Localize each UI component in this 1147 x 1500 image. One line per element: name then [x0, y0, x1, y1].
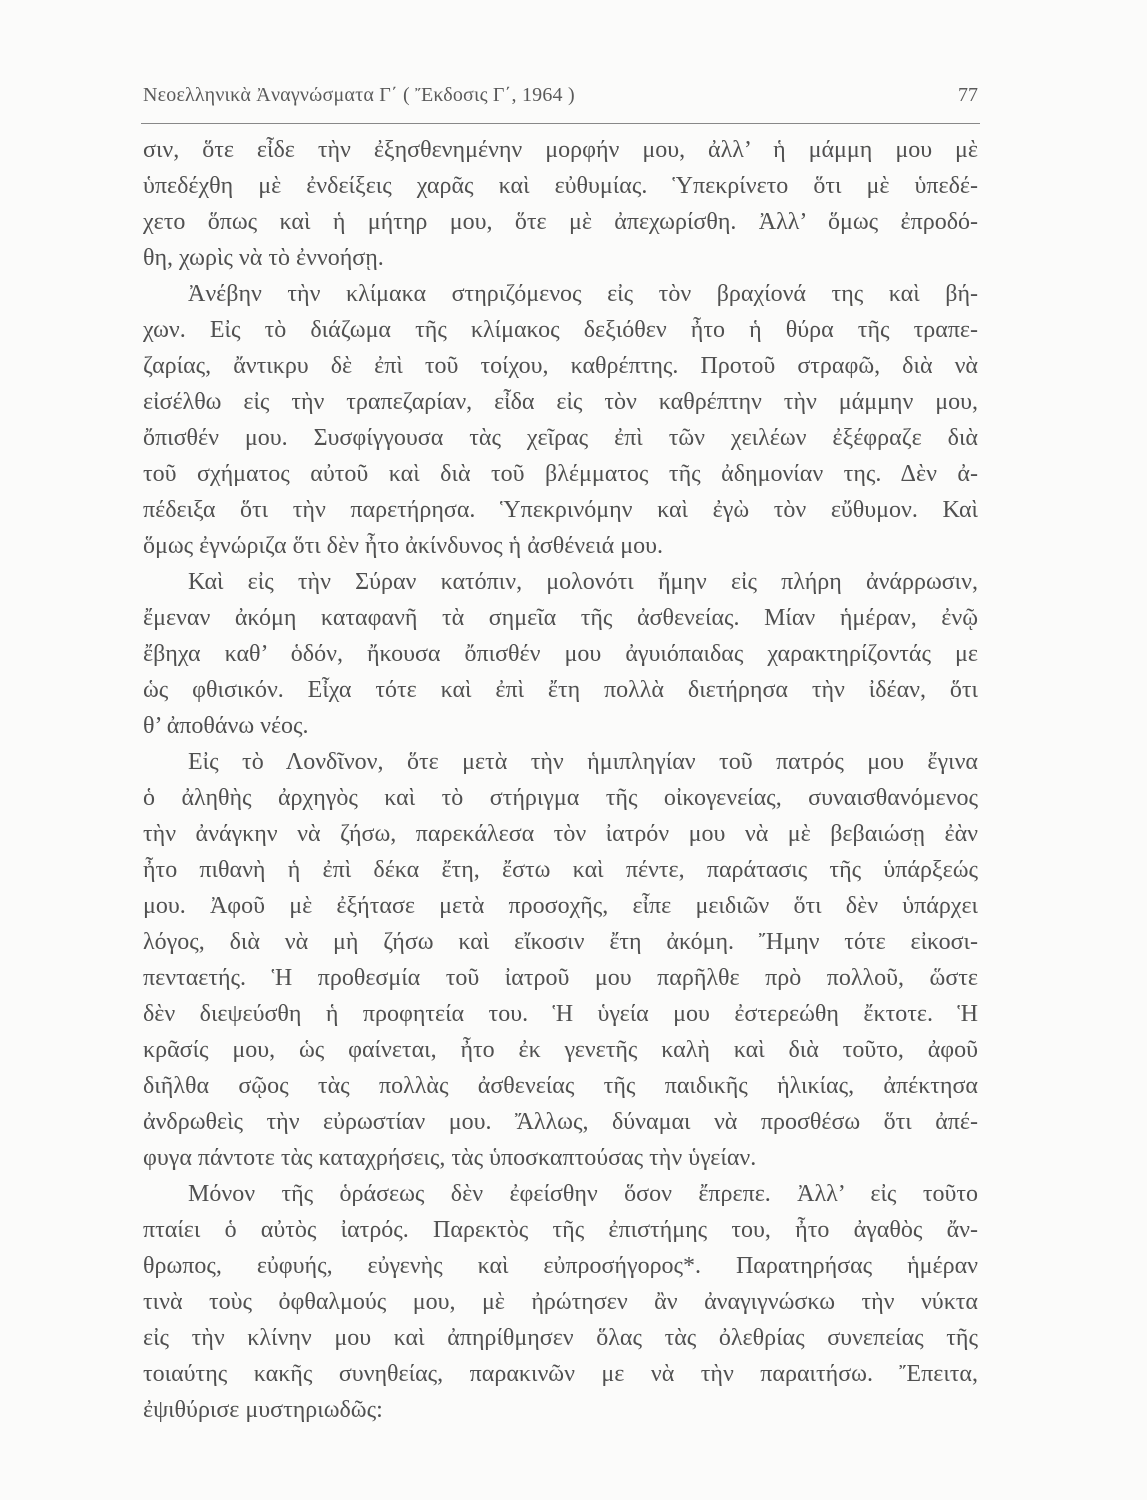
header-rule — [141, 123, 980, 124]
text-line: δὲν διεψεύσθη ἡ προφητεία του. Ἡ ὑγεία μου ἐστερεώθη ἔκτοτε. Ἡ — [143, 1001, 978, 1027]
text-line: θη, χωρὶς νὰ τὸ ἐννοήσῃ. — [143, 245, 384, 271]
text-line: χετο ὅπως καὶ ἡ μήτηρ μου, ὅτε μὲ ἀπεχωρίσθη. Ἀλλ’ ὅμως ἐπροδό- — [143, 209, 978, 235]
text-line: Καὶ εἰς τὴν Σύραν κατόπιν, μολονότι ἤμην εἰς πλήρη ἀνάρρωσιν, — [188, 569, 978, 595]
text-line: διῆλθα σῷος τὰς πολλὰς ἀσθενείας τῆς παιδικῆς ἡλικίας, ἀπέκτησα — [143, 1073, 978, 1099]
text-line: Μόνον τῆς ὁράσεως δὲν ἐφείσθην ὅσον ἔπρεπε. Ἀλλ’ εἰς τοῦτο — [188, 1181, 978, 1207]
text-line: ζαρίας, ἄντικρυ δὲ ἐπὶ τοῦ τοίχου, καθρέπτης. Προτοῦ στραφῶ, διὰ νὰ — [143, 353, 978, 379]
text-line: φυγα πάντοτε τὰς καταχρήσεις, τὰς ὑποσκαπτούσας τὴν ὑγείαν. — [143, 1145, 757, 1171]
text-line: ἔβηχα καθ’ ὁδόν, ἤκουσα ὄπισθέν μου ἀγυιόπαιδας χαρακτηρίζοντάς με — [143, 641, 978, 667]
text-line: τὴν ἀνάγκην νὰ ζήσω, παρεκάλεσα τὸν ἰατρόν μου νὰ μὲ βεβαιώσῃ ἐὰν — [143, 821, 978, 847]
text-line: ὁ ἀληθὴς ἀρχηγὸς καὶ τὸ στήριγμα τῆς οἰκογενείας, συναισθανόμενος — [143, 785, 978, 811]
text-line: θρωπος, εὐφυής, εὐγενὴς καὶ εὐπροσήγορος*. Παρατηρήσας ἡμέραν — [143, 1253, 978, 1279]
running-header-title: Νεοελληνικὰ Ἀναγνώσματα Γ΄ ( Ἔκδοσις Γ΄, 1964 ) — [143, 84, 575, 106]
paragraph — [143, 1176, 978, 1428]
text-line: Ἀνέβην τὴν κλίμακα στηριζόμενος εἰς τὸν βραχίονά της καὶ βή- — [188, 281, 978, 307]
text-line: ὄπισθέν μου. Συσφίγγουσα τὰς χεῖρας ἐπὶ τῶν χειλέων ἐξέφραζε διὰ — [143, 425, 978, 451]
page-number: 77 — [958, 84, 978, 106]
text-line: τοιαύτης κακῆς συνηθείας, παρακινῶν με νὰ τὴν παραιτήσω. Ἔπειτα, — [143, 1361, 978, 1387]
text-line: ὡς φθισικόν. Εἶχα τότε καὶ ἐπὶ ἔτη πολλὰ διετήρησα τὴν ἰδέαν, ὅτι — [143, 677, 978, 703]
text-line: σιν, ὅτε εἶδε τὴν ἐξησθενημένην μορφήν μου, ἀλλ’ ἡ μάμμη μου μὲ — [143, 137, 978, 163]
text-line: χων. Εἰς τὸ διάζωμα τῆς κλίμακος δεξιόθεν ἦτο ἡ θύρα τῆς τραπε- — [143, 317, 978, 343]
text-line: ἀνδρωθεὶς τὴν εὐρωστίαν μου. Ἄλλως, δύναμαι νὰ προσθέσω ὅτι ἀπέ- — [143, 1109, 978, 1135]
text-line: εἰσέλθω εἰς τὴν τραπεζαρίαν, εἶδα εἰς τὸν καθρέπτην τὴν μάμμην μου, — [143, 389, 978, 415]
text-line: ὑπεδέχθη μὲ ἐνδείξεις χαρᾶς καὶ εὐθυμίας. Ὑπεκρίνετο ὅτι μὲ ὑπεδέ- — [143, 173, 978, 199]
text-line: θ’ ἀποθάνω νέος. — [143, 713, 309, 739]
paragraph — [143, 276, 978, 564]
text-line: λόγος, διὰ νὰ μὴ ζήσω καὶ εἴκοσιν ἔτη ἀκόμη. Ἤμην τότε εἰκοσι- — [143, 929, 978, 955]
paragraph — [143, 132, 978, 276]
text-line: ἔμεναν ἀκόμη καταφανῆ τὰ σημεῖα τῆς ἀσθενείας. Μίαν ἡμέραν, ἐνῷ — [143, 605, 978, 631]
text-line: πέδειξα ὅτι τὴν παρετήρησα. Ὑπεκρινόμην καὶ ἐγὼ τὸν εὔθυμον. Καὶ — [143, 497, 978, 523]
text-line: ἦτο πιθανὴ ἡ ἐπὶ δέκα ἔτη, ἔστω καὶ πέντε, παράτασις τῆς ὑπάρξεώς — [143, 857, 978, 883]
paragraph — [143, 744, 978, 1176]
text-line: τινὰ τοὺς ὀφθαλμούς μου, μὲ ἠρώτησεν ἂν ἀναγιγνώσκω τὴν νύκτα — [143, 1289, 978, 1315]
text-line: Εἰς τὸ Λονδῖνον, ὅτε μετὰ τὴν ἡμιπληγίαν τοῦ πατρός μου ἔγινα — [188, 749, 978, 775]
text-line: εἰς τὴν κλίνην μου καὶ ἀπηρίθμησεν ὅλας τὰς ὀλεθρίας συνεπείας τῆς — [143, 1325, 978, 1351]
text-line: πενταετής. Ἡ προθεσμία τοῦ ἰατροῦ μου παρῆλθε πρὸ πολλοῦ, ὥστε — [143, 965, 978, 991]
text-line: ἐψιθύρισε μυστηριωδῶς: — [143, 1397, 383, 1423]
text-line: ὅμως ἐγνώριζα ὅτι δὲν ἦτο ἀκίνδυνος ἡ ἀσθένειά μου. — [143, 533, 663, 559]
body-text — [143, 132, 978, 1428]
text-line: πταίει ὁ αὐτὸς ἰατρός. Παρεκτὸς τῆς ἐπιστήμης του, ἦτο ἀγαθὸς ἄν- — [143, 1217, 978, 1243]
paragraph — [143, 564, 978, 744]
text-line: κρᾶσίς μου, ὡς φαίνεται, ἦτο ἐκ γενετῆς καλὴ καὶ διὰ τοῦτο, ἀφοῦ — [143, 1037, 978, 1063]
running-header — [143, 84, 978, 114]
text-line: μου. Ἀφοῦ μὲ ἐξήτασε μετὰ προσοχῆς, εἶπε μειδιῶν ὅτι δὲν ὑπάρχει — [143, 893, 978, 919]
text-line: τοῦ σχήματος αὐτοῦ καὶ διὰ τοῦ βλέμματος τῆς ἀδημονίαν της. Δὲν ἀ- — [143, 461, 978, 487]
